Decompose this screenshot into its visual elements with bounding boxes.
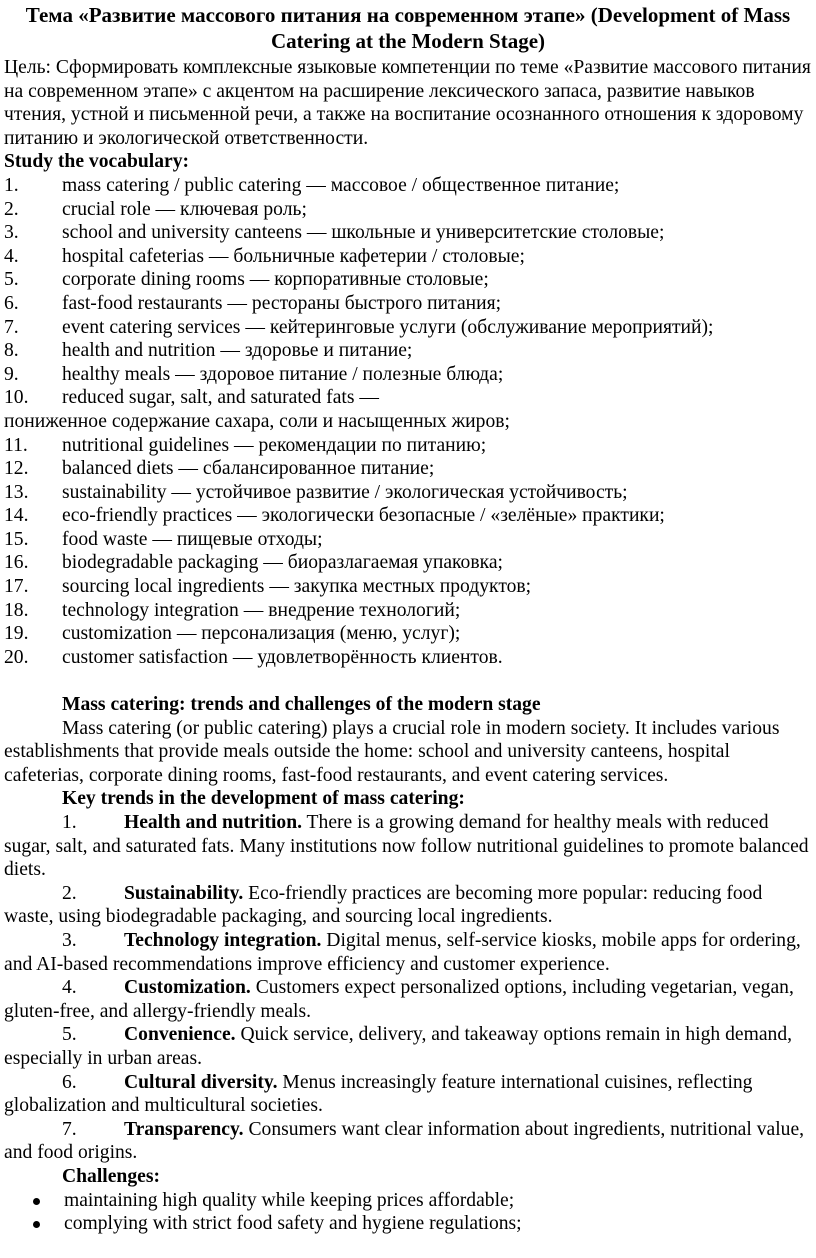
challenge-text: maintaining high quality while keeping prices affordable; — [64, 1189, 515, 1211]
vocab-text: crucial role — ключевая роль; — [62, 198, 307, 220]
trend-text: There is a growing demand for healthy meals with reduced sugar, salt, and saturated fats. Many institutions now follow nutritional guidelines to promote balanced diets. — [4, 812, 809, 881]
vocab-item — [4, 622, 812, 646]
vocab-text: customization — персонализация (меню, услуг); — [62, 623, 461, 645]
vocab-item — [4, 434, 812, 458]
vocab-text: sourcing local ingredients — закупка местных продуктов; — [62, 576, 532, 598]
trend-heading: Health and nutrition. — [124, 812, 303, 833]
vocab-item — [4, 599, 812, 623]
vocab-text: eco-friendly practices — экологически безопасные / «зелёные» практики; — [62, 505, 665, 527]
trend-heading: Sustainability. — [124, 882, 244, 904]
trend-item — [4, 811, 812, 882]
vocab-item — [4, 174, 812, 198]
vocab-item — [4, 292, 812, 316]
vocab-number: 6. — [4, 292, 19, 314]
article-intro: Mass catering (or public catering) plays a crucial role in modern society. It includes various establishments that provide meals outside the home: school and university canteens, hospital cafeterias, corporate dining rooms, fast-food restaurants, and event catering services. — [4, 717, 780, 786]
goal-paragraph: Цель: Сформировать комплексные языковые компетенции по теме «Развитие массового питания на современном этапе» с акцентом на расширение лексического запаса, развитие навыков чтения, устной и письменной речи, а также на воспитание осознанного отношения к здоровому питанию и экологической ответственности. — [4, 57, 811, 149]
vocab-text: healthy meals — здоровое питание / полезные блюда; — [62, 363, 504, 385]
trend-text: Quick service, delivery, and takeaway options remain in high demand, especially in urban areas. — [4, 1024, 793, 1069]
vocab-number: 2. — [4, 198, 19, 220]
trends-list — [4, 811, 812, 1165]
vocab-item — [4, 551, 812, 575]
trend-text: Eco-friendly practices are becoming more popular: reducing food waste, using biodegradable packaging, and sourcing local ingredients. — [4, 882, 763, 928]
vocab-text: mass catering / public catering — массовое / общественное питание; — [62, 174, 620, 196]
vocab-number: 12. — [4, 458, 29, 480]
vocab-item — [4, 646, 812, 670]
challenges-list — [4, 1189, 812, 1236]
vocab-text: health and nutrition — здоровье и питание; — [62, 340, 413, 362]
vocab-item — [4, 457, 812, 481]
trend-heading: Cultural diversity. — [124, 1071, 278, 1093]
article-title: Mass catering: trends and challenges of the modern stage — [62, 694, 541, 716]
bullet-icon — [4, 1212, 62, 1236]
challenge-item — [4, 1189, 812, 1213]
vocab-item — [4, 575, 812, 599]
vocab-item — [4, 198, 812, 222]
vocab-number: 13. — [4, 481, 29, 503]
vocab-number: 16. — [4, 552, 29, 574]
vocab-number: 8. — [4, 340, 19, 362]
vocab-text: food waste — пищевые отходы; — [62, 528, 323, 550]
vocab-text: hospital cafeterias — больничные кафетерии / столовые; — [62, 245, 525, 267]
vocab-text: balanced diets — сбалансированное питание; — [62, 458, 435, 480]
blank-line — [4, 669, 812, 693]
page-title: Тема «Развитие массового питания на современном этапе» (Development of Mass Catering at the Modern Stage) — [25, 3, 791, 53]
vocab-number: 18. — [4, 599, 29, 621]
vocab-number: 1. — [4, 174, 19, 196]
vocab-item — [4, 339, 812, 363]
challenge-text: complying with strict food safety and hygiene regulations; — [64, 1213, 522, 1235]
vocab-item — [4, 481, 812, 505]
vocab-text: nutritional guidelines — рекомендации по питанию; — [62, 434, 487, 456]
vocab-item — [4, 221, 812, 245]
vocab-continuation: пониженное содержание сахара, соли и насыщенных жиров; — [4, 410, 510, 432]
vocab-number: 3. — [4, 222, 19, 244]
vocab-number: 7. — [4, 316, 19, 338]
vocab-number: 4. — [4, 245, 19, 267]
trend-heading: Customization. — [124, 977, 251, 999]
vocab-number: 15. — [4, 528, 29, 550]
vocab-text: sustainability — устойчивое развитие / экологическая устойчивость; — [62, 481, 628, 503]
trend-heading: Convenience. — [124, 1024, 236, 1046]
vocab-item — [4, 528, 812, 552]
trend-item — [4, 976, 812, 1023]
vocab-number: 19. — [4, 623, 29, 645]
vocab-heading: Study the vocabulary: — [4, 151, 190, 173]
vocab-number: 20. — [4, 646, 29, 668]
vocab-number: 17. — [4, 576, 29, 598]
trend-item — [4, 1023, 812, 1070]
trend-number: 6. — [62, 1071, 77, 1093]
vocab-number: 14. — [4, 505, 29, 527]
challenge-item — [4, 1212, 812, 1236]
trend-item — [4, 1118, 812, 1165]
trend-number: 7. — [62, 1118, 77, 1140]
challenges-heading: Challenges: — [62, 1165, 160, 1187]
trend-heading: Transparency. — [124, 1118, 244, 1140]
vocab-number: 5. — [4, 269, 19, 291]
vocab-text: biodegradable packaging — биоразлагаемая упаковка; — [62, 552, 503, 574]
bullet-icon — [4, 1189, 62, 1213]
vocab-text: school and university canteens — школьные и университетские столовые; — [62, 222, 665, 244]
vocab-text: technology integration — внедрение технологий; — [62, 599, 461, 621]
trend-text: Customers expect personalized options, including vegetarian, vegan, gluten-free, and allergy-friendly meals. — [4, 977, 794, 1022]
trend-text: Digital menus, self-service kiosks, mobile apps for ordering, and AI-based recommendations improve efficiency and customer experience. — [4, 929, 801, 975]
trend-number: 3. — [62, 929, 77, 951]
vocab-item — [4, 504, 812, 528]
vocab-list — [4, 174, 812, 669]
vocab-text: fast-food restaurants — рестораны быстрого питания; — [62, 292, 502, 314]
vocab-item — [4, 268, 812, 292]
vocab-number: 11. — [4, 434, 28, 456]
vocab-number: 10. — [4, 387, 29, 409]
trend-number: 1. — [62, 812, 77, 833]
trend-text: Consumers want clear information about ingredients, nutritional value, and food origins. — [4, 1118, 805, 1164]
trend-number: 2. — [62, 882, 77, 904]
vocab-item — [4, 363, 812, 387]
trend-item — [4, 1071, 812, 1118]
vocab-text: event catering services — кейтеринговые услуги (обслуживание мероприятий); — [62, 316, 714, 338]
vocab-item — [4, 245, 812, 269]
trend-item — [4, 882, 812, 929]
vocab-text: customer satisfaction — удовлетворённость клиентов. — [62, 646, 503, 668]
trend-number: 5. — [62, 1024, 77, 1046]
trend-number: 4. — [62, 977, 77, 999]
vocab-text: corporate dining rooms — корпоративные столовые; — [62, 269, 489, 291]
vocab-item — [4, 386, 812, 410]
trend-item — [4, 929, 812, 976]
vocab-item — [4, 316, 812, 340]
trend-text: Menus increasingly feature international cuisines, reflecting globalization and multicultural societies. — [4, 1071, 753, 1117]
vocab-text: reduced sugar, salt, and saturated fats — — [62, 387, 379, 409]
trends-heading: Key trends in the development of mass catering: — [62, 788, 465, 810]
trend-heading: Technology integration. — [124, 929, 322, 951]
vocab-number: 9. — [4, 363, 19, 385]
